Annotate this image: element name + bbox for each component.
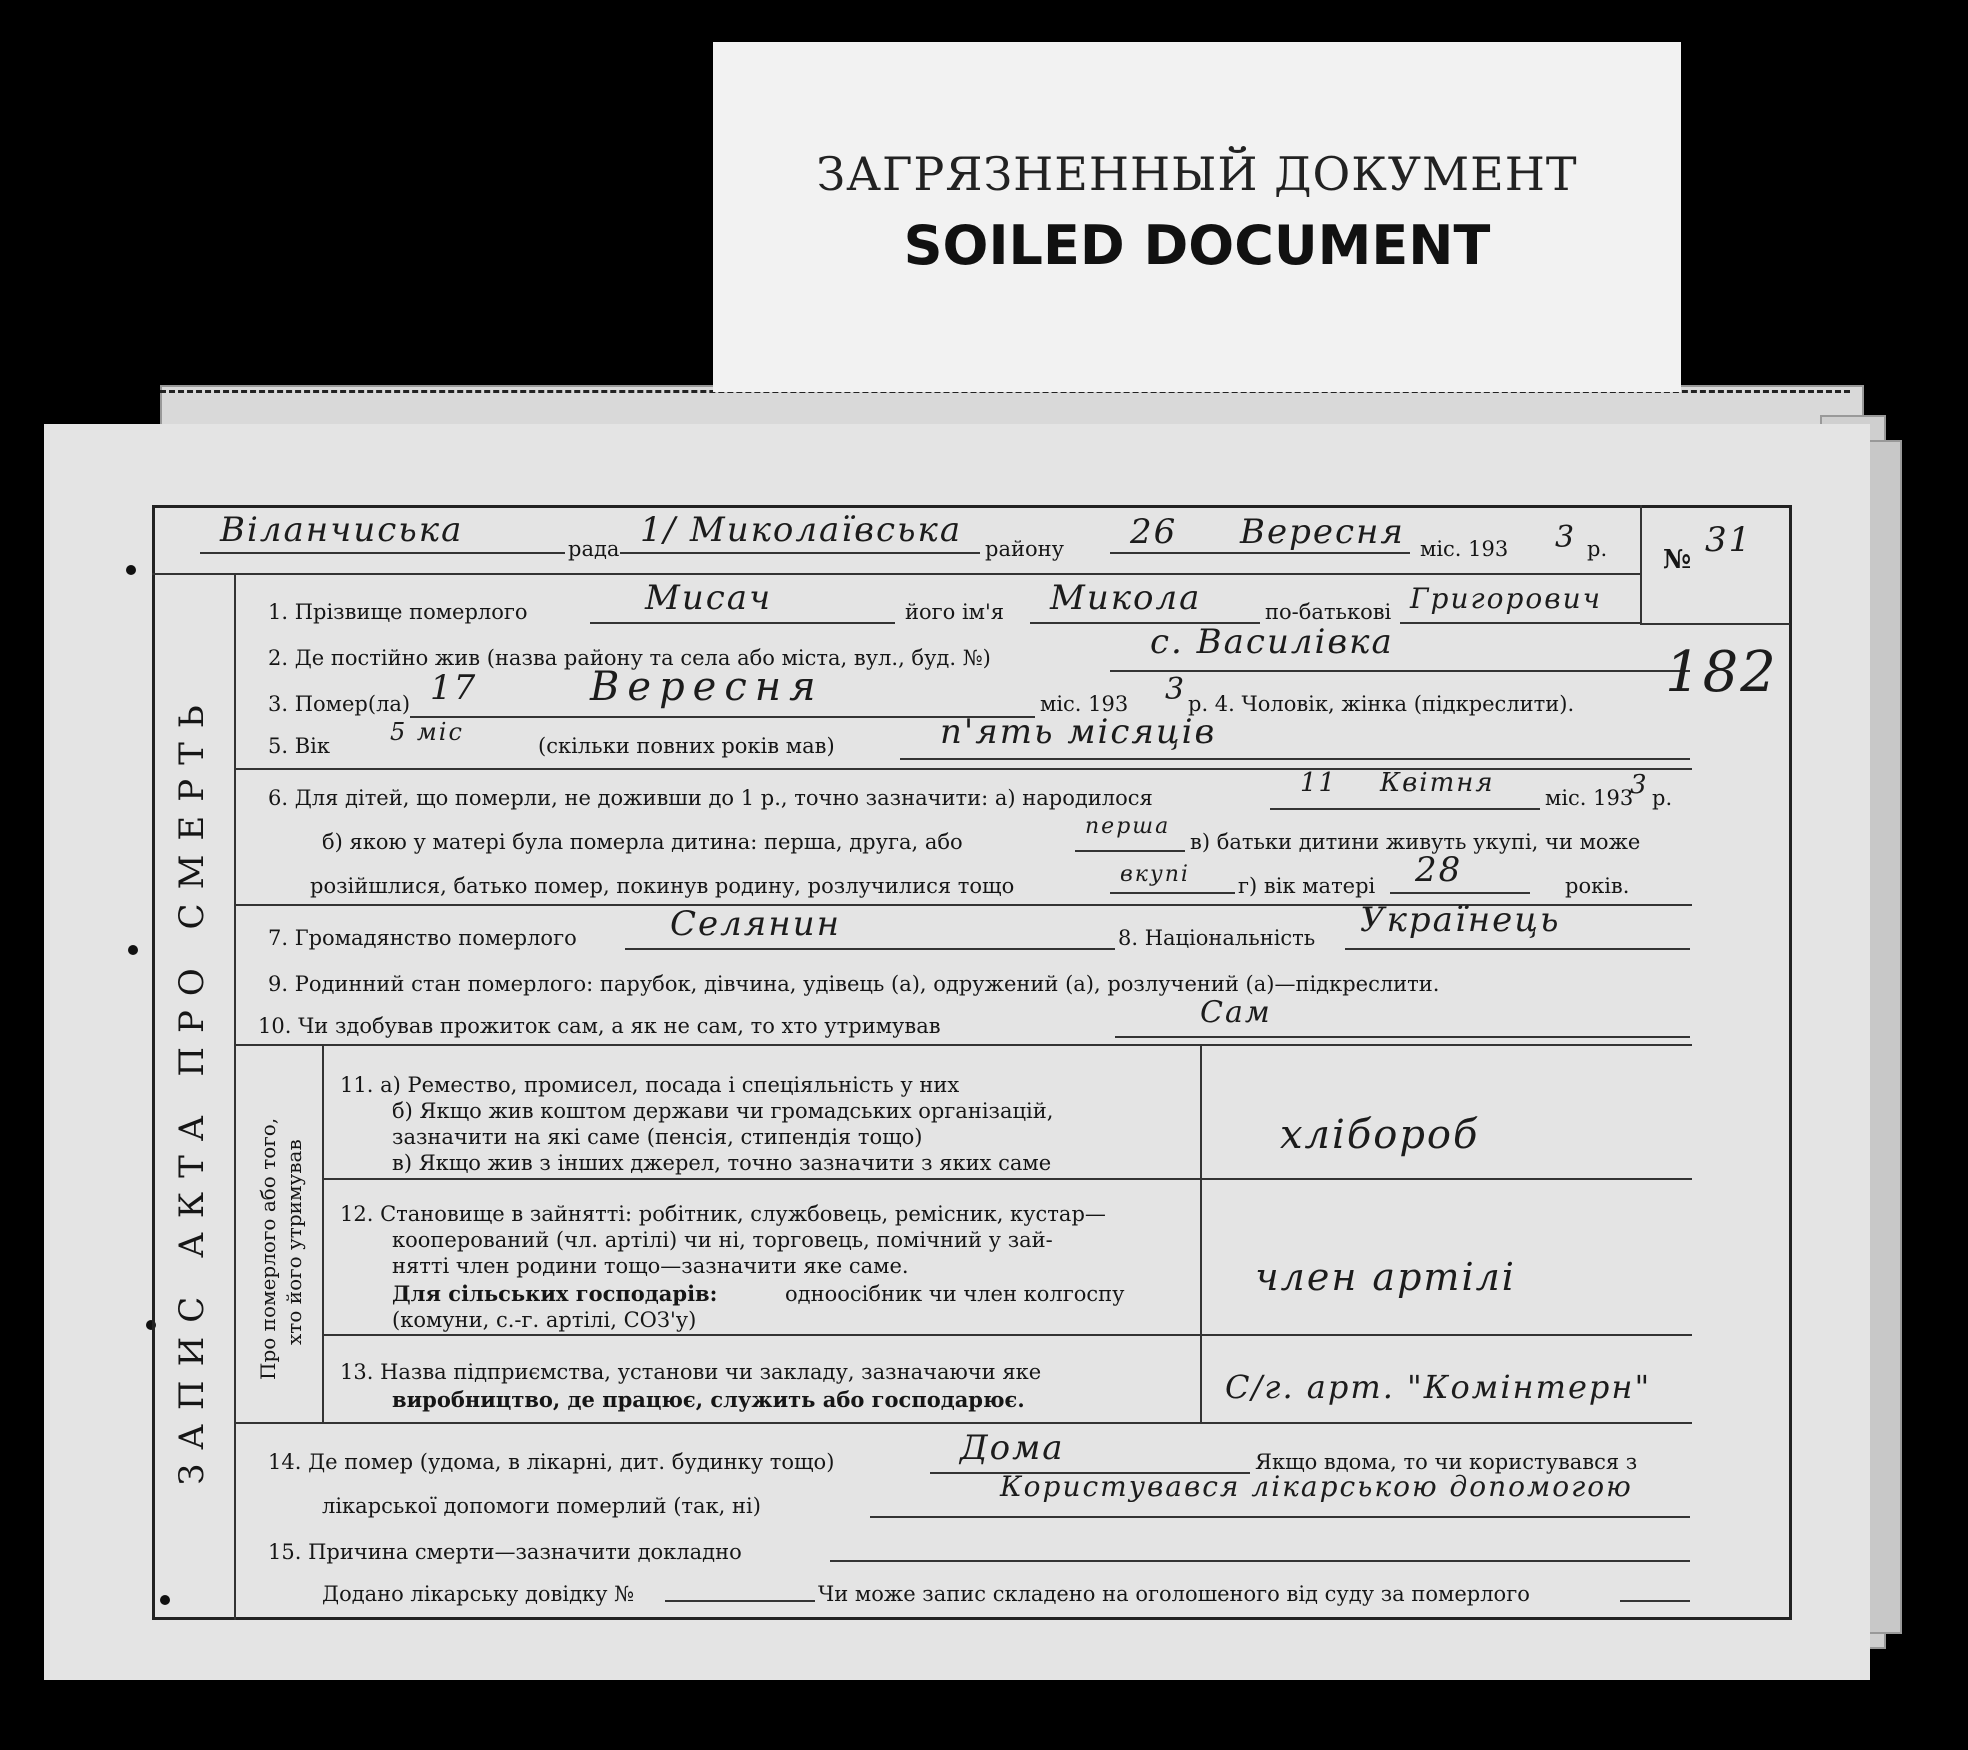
- side-box-text-1: Про померлого або того,: [256, 1117, 280, 1380]
- field-12-1: 12. Становище в зайнятті: робітник, службовець, ремісник, кустар—: [340, 1202, 1106, 1226]
- field-2-label: 2. Де постійно жив (назва району та села або міста, вул., буд. №): [268, 646, 991, 670]
- hw-month: Вересня: [1240, 512, 1405, 552]
- hw-death-month: Вересня: [590, 664, 824, 710]
- field-12-4a: Для сільських господарів:: [392, 1281, 718, 1306]
- number-box-bottom: [1640, 623, 1790, 625]
- hw-supported-by: Сам: [1200, 995, 1272, 1030]
- header-rayon: району: [985, 537, 1064, 561]
- hw-name: Микола: [1050, 578, 1202, 618]
- box-answer-divider: [1200, 1044, 1202, 1422]
- field-6-line-1: 6. Для дітей, що померли, не доживши до 1 р., точно зазначити: а) народилося: [268, 786, 1153, 810]
- field-10-label: 10. Чи здобував прожиток сам, а як не сам, то хто утримував: [258, 1014, 941, 1038]
- punch-hole: [128, 945, 138, 955]
- header-rada: рада: [568, 537, 620, 561]
- f14-underline-2: [870, 1516, 1690, 1518]
- f8-underline: [1345, 948, 1690, 950]
- field-14-1: 14. Де помер (удома, в лікарні, дит. будинку тощо): [268, 1450, 835, 1474]
- f7-underline: [625, 948, 1115, 950]
- f1-underline-1: [590, 622, 895, 624]
- hw-place-of-death: Дома: [960, 1428, 1065, 1468]
- field-16b: Чи може запис складено на оголошеного від суду за померлого: [818, 1582, 1530, 1606]
- f16-underline-2: [1620, 1600, 1690, 1602]
- hw-birth-day: 11: [1300, 768, 1338, 798]
- hw-surname: Мисач: [645, 578, 773, 618]
- field-12-4b: одноосібник чи член колгоспу: [785, 1282, 1125, 1306]
- f6-underline-2: [1075, 850, 1185, 852]
- field-11-c: в) Якщо жив з інших джерел, точно зазначити з яких саме: [392, 1151, 1052, 1175]
- field-3-label: 3. Помер(ла): [268, 692, 411, 716]
- hw-child-order: перша: [1085, 814, 1171, 839]
- field-6-r: р.: [1652, 786, 1673, 810]
- field-12-5: (комуни, с.-г. артілі, СОЗ'у): [392, 1308, 697, 1332]
- field-13-1: 13. Назва підприємства, установи чи закладу, зазначаючи яке: [340, 1360, 1042, 1384]
- field-9-label: 9. Родинний стан померлого: парубок, дівчина, удівець (а), одружений (а), розлучений (а)—підкреслити.: [268, 972, 1440, 996]
- box-left-divider: [322, 1044, 324, 1422]
- header-r: р.: [1587, 537, 1608, 561]
- field-14-3: лікарської допомоги померлий (так, ні): [322, 1494, 761, 1518]
- hw-council: Віланчиська: [220, 510, 464, 550]
- hw-district: 1/ Миколаївська: [640, 510, 963, 550]
- date-underline: [1110, 552, 1410, 554]
- field-1-label: 1. Прізвище померлого: [268, 600, 528, 624]
- hw-death-day: 17: [430, 668, 478, 708]
- field-8-label: 8. Національність: [1118, 926, 1316, 950]
- field-6-line-3c: років.: [1565, 874, 1630, 898]
- label-english: SOILED DOCUMENT: [903, 214, 1491, 277]
- f10-underline: [1115, 1036, 1690, 1038]
- box-bottom: [234, 1422, 1692, 1424]
- hw-birth-month: Квітня: [1380, 768, 1495, 798]
- header-rule: [152, 573, 1642, 575]
- field-12-3: нятті член родини тощо—зазначити яке саме.: [392, 1254, 909, 1278]
- f1-underline-3: [1400, 622, 1640, 624]
- field-12-2: кооперований (чл. артілі) чи ні, торговець, помічний у зай-: [392, 1228, 1053, 1252]
- field-6-line-2a: б) якою у матері була померла дитина: перша, друга, або: [322, 830, 963, 854]
- side-box-text-2: хто його утримував: [282, 1139, 306, 1345]
- box-rule-12: [322, 1334, 1692, 1336]
- f6-underline-4: [1390, 892, 1530, 894]
- field-6-year: міс. 193: [1545, 786, 1634, 810]
- f15-underline: [830, 1560, 1690, 1562]
- hw-side-number: 182: [1665, 640, 1778, 705]
- field-13-2: виробництво, де працює, служить або господарює.: [392, 1387, 1025, 1412]
- field-11-b2: зазначити на які саме (пенсія, стипендія тощо): [392, 1125, 923, 1149]
- hw-position: член артілі: [1255, 1255, 1516, 1299]
- f16-underline-1: [665, 1600, 815, 1602]
- hw-number: 31: [1705, 520, 1753, 560]
- field-14-2: Якщо вдома, то чи користувався з: [1255, 1450, 1638, 1474]
- hw-death-year: 3: [1165, 672, 1187, 707]
- punch-hole: [126, 565, 136, 575]
- f6-underline-1: [1270, 808, 1540, 810]
- box-top: [234, 1044, 1692, 1046]
- f5-underline: [900, 758, 1690, 760]
- hw-citizenship: Селянин: [670, 904, 841, 944]
- hw-nationality: Українець: [1360, 900, 1561, 940]
- hw-birth-year: 3: [1630, 770, 1649, 800]
- hw-medical-help: Користувався лікарською допомогою: [1000, 1470, 1633, 1503]
- hw-mother-age: 28: [1415, 850, 1463, 890]
- hw-patronymic: Григорович: [1410, 582, 1603, 615]
- field-11-a: 11. а) Ремество, промисел, посада і спеціяльність у них: [340, 1073, 960, 1097]
- side-title: ЗАПИС АКТА ПРО СМЕРТЬ: [172, 691, 212, 1485]
- header-mis: міс. 193: [1420, 537, 1509, 561]
- hw-age-short: 5 міс: [390, 718, 464, 746]
- council-underline: [200, 552, 565, 554]
- field-11-b: б) Якщо жив коштом держави чи громадських організацій,: [392, 1099, 1054, 1123]
- hw-age: п'ять місяців: [940, 712, 1217, 752]
- hw-enterprise: С/г. арт. "Комінтерн": [1225, 1368, 1652, 1406]
- label-russian: ЗАГРЯЗНЕННЫЙ ДОКУМЕНТ: [816, 147, 1578, 201]
- field-5-hint: (скільки повних років мав): [538, 734, 835, 758]
- field-5-label: 5. Вік: [268, 734, 330, 758]
- box-rule-11: [322, 1178, 1692, 1180]
- field-6-line-2b: в) батьки дитини живуть укупі, чи може: [1190, 830, 1641, 854]
- hw-address: с. Василівка: [1150, 622, 1394, 662]
- field-3-rest: р. 4. Чоловік, жінка (підкреслити).: [1188, 692, 1575, 716]
- field-1-name: його ім'я: [905, 600, 1005, 624]
- field-16a: Додано лікарську довідку №: [322, 1582, 635, 1606]
- soiled-document-label: [713, 42, 1681, 392]
- side-column-divider: [234, 575, 236, 1620]
- hw-parents: вкупі: [1120, 862, 1190, 887]
- hw-year: 3: [1555, 520, 1577, 555]
- field-15: 15. Причина смерти—зазначити докладно: [268, 1540, 742, 1564]
- hw-occupation: хлібороб: [1280, 1112, 1480, 1158]
- field-3-year: міс. 193: [1040, 692, 1129, 716]
- field-6-line-3a: розійшлися, батько помер, покинув родину, розлучилися тощо: [310, 874, 1015, 898]
- f6-underline-3: [1110, 892, 1235, 894]
- hw-day: 26: [1130, 512, 1178, 552]
- number-box-divider: [1640, 505, 1642, 625]
- header-number: №: [1663, 545, 1692, 575]
- field-6-line-3b: г) вік матері: [1238, 874, 1376, 898]
- field-1-patronymic: по-батькові: [1265, 600, 1392, 624]
- field-7-label: 7. Громадянство померлого: [268, 926, 577, 950]
- f2-underline: [1110, 670, 1690, 672]
- district-underline: [620, 552, 980, 554]
